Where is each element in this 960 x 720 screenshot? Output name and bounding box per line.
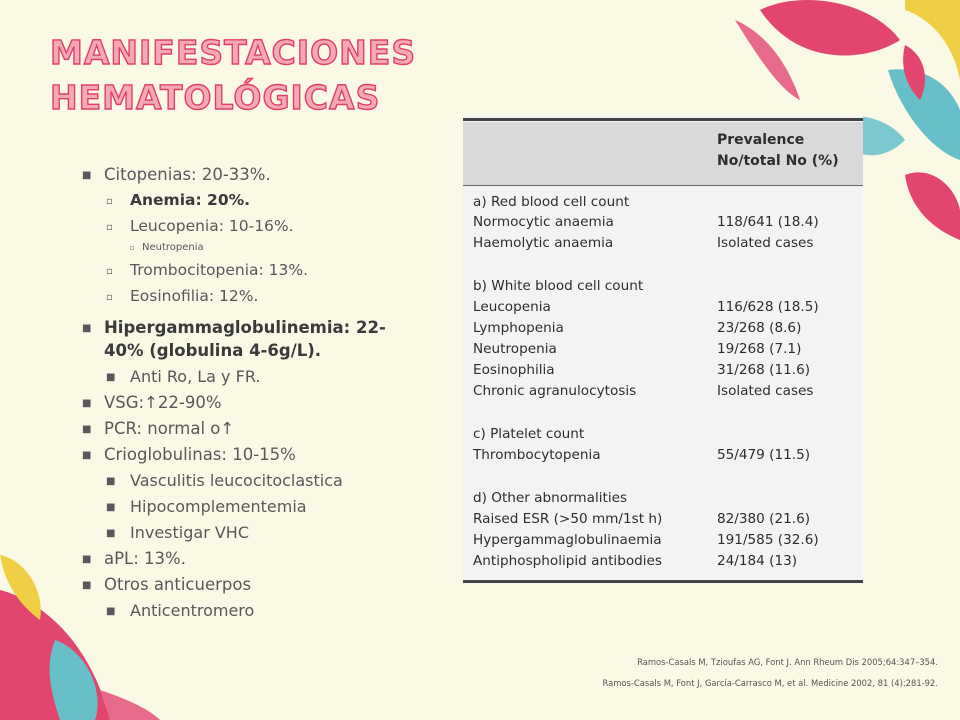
row-label: Antiphospholipid antibodies [473,553,662,569]
bullet-anticentromero [82,599,432,622]
bullet-square-icon: ■ [106,502,116,513]
row-value: 191/585 (32.6) [717,532,819,548]
bullet-text: Neutropenia [142,242,204,253]
row-value: 118/641 (18.4) [717,214,819,230]
table-row [473,424,853,445]
bullet-hipergammaglobulinemia [82,316,412,362]
table-row [473,339,853,360]
row-value: 31/268 (11.6) [717,362,811,378]
table-row [473,509,853,530]
row-label: Chronic agranulocytosis [473,383,637,399]
bullet-apl [82,547,432,570]
table-top-rule [463,118,863,121]
table-row [473,551,853,572]
row-label: Normocytic anaemia [473,214,614,230]
bullet-square-icon: ■ [82,170,92,181]
bullet-hollow-square-icon: ▫ [130,244,135,252]
bullet-text: Anti Ro, La y FR. [130,367,261,386]
table-header-line-1: Prevalence [717,132,805,148]
bullet-text: VSG:↑22-90% [104,393,222,412]
reference-1: Ramos-Casals M, Tzioufas AG, Font J. Ann Rheum Dis 2005;64:347–354. [637,657,938,667]
row-value: 24/184 (13) [717,553,798,569]
bullet-text: Hipocomplementemia [130,497,307,516]
bullet-text: Citopenias: 20-33%. [104,165,271,184]
prevalence-table [463,116,863,584]
bullet-hollow-square-icon: ▫ [106,196,113,207]
bullet-crioglobulinas [82,443,432,466]
bullet-text: Eosinofilia: 12%. [130,287,259,305]
petal-teal-bottom [50,640,98,720]
bullet-square-icon: ■ [106,476,116,487]
table-row [473,530,853,551]
title-line-1: MANIFESTACIONES [50,33,417,72]
bullet-text: Trombocitopenia: 13%. [130,261,309,279]
bullet-neutropenia [82,241,432,255]
bullet-text: Otros anticuerpos [104,575,252,594]
table-header-rule [463,185,863,186]
row-value: 19/268 (7.1) [717,341,802,357]
table-row [473,318,853,339]
bullet-hollow-square-icon: ▫ [106,292,113,303]
bullet-pcr [82,417,432,440]
table-row [473,192,853,213]
table-row [473,297,853,318]
bullet-text: aPL: 13%. [104,549,186,568]
table-header-line-2: No/total No (%) [717,153,839,169]
page-title [50,30,470,120]
bullet-square-icon: ■ [106,528,116,539]
table-row [473,445,853,466]
bullet-text: Investigar VHC [130,523,249,542]
table-header [717,130,839,172]
table-row [473,276,853,297]
bullet-hollow-square-icon: ▫ [106,266,113,277]
bullet-vasculitis [82,469,432,492]
row-label: b) White blood cell count [473,278,644,294]
bullet-square-icon: ■ [82,580,92,591]
bullet-eosinofilia [82,285,432,308]
bullet-square-icon: ■ [82,554,92,565]
bullet-text: Leucopenia: 10-16%. [130,217,294,235]
bullet-square-icon: ■ [82,450,92,461]
row-value: 23/268 (8.6) [717,320,802,336]
bullet-otros-anticuerpos [82,573,432,596]
table-bottom-rule [463,580,863,583]
row-label: Eosinophilia [473,362,555,378]
petal-pink-corner [100,690,160,720]
bullet-square-icon: ■ [82,424,92,435]
reference-2: Ramos-Casals M, Font J, García-Carrasco M, et al. Medicine 2002, 81 (4):281-92. [602,678,938,688]
bullet-trombocitopenia [82,259,432,282]
bullet-citopenias [82,163,432,186]
bullet-investigar-vhc [82,521,432,544]
row-value: 116/628 (18.5) [717,299,819,315]
title-line-2: HEMATOLÓGICAS [50,78,381,117]
row-label: Leucopenia [473,299,551,315]
row-value: 55/479 (11.5) [717,447,811,463]
petal-pink-top [760,0,900,55]
table-row [473,212,853,233]
bullet-square-icon: ■ [82,398,92,409]
bullet-text: Hipergammaglobulinemia: 22-40% (globulina 4-6g/L). [104,318,386,360]
row-label: Raised ESR (>50 mm/1st h) [473,511,663,527]
row-label: Neutropenia [473,341,557,357]
bullet-text: PCR: normal o↑ [104,419,235,438]
row-label: d) Other abnormalities [473,490,628,506]
bullet-vsg [82,391,432,414]
table-row [473,381,853,402]
row-label: a) Red blood cell count [473,194,630,210]
row-label: Lymphopenia [473,320,564,336]
bullet-list [82,163,432,625]
bullet-anemia [82,189,432,212]
bullet-hollow-square-icon: ▫ [106,222,113,233]
bullet-hipocomplementemia [82,495,432,518]
row-value: Isolated cases [717,235,814,251]
bullet-anti-ro [82,365,432,388]
row-label: Thrombocytopenia [473,447,601,463]
bullet-square-icon: ■ [106,606,116,617]
row-label: Haemolytic anaemia [473,235,614,251]
table-row [473,488,853,509]
bullet-text: Vasculitis leucocitoclastica [130,471,343,490]
petal-pink-right [905,172,960,240]
bullet-square-icon: ■ [106,372,116,383]
table-row [473,233,853,254]
bullet-text: Anticentromero [130,601,255,620]
bullet-leucopenia [82,215,432,238]
bullet-square-icon: ■ [82,323,92,334]
table-row [473,360,853,381]
bullet-text: Anemia: 20%. [130,191,251,209]
bullet-text: Crioglobulinas: 10-15% [104,445,296,464]
row-label: Hypergammaglobulinaemia [473,532,662,548]
row-value: 82/380 (21.6) [717,511,811,527]
row-value: Isolated cases [717,383,814,399]
row-label: c) Platelet count [473,426,585,442]
